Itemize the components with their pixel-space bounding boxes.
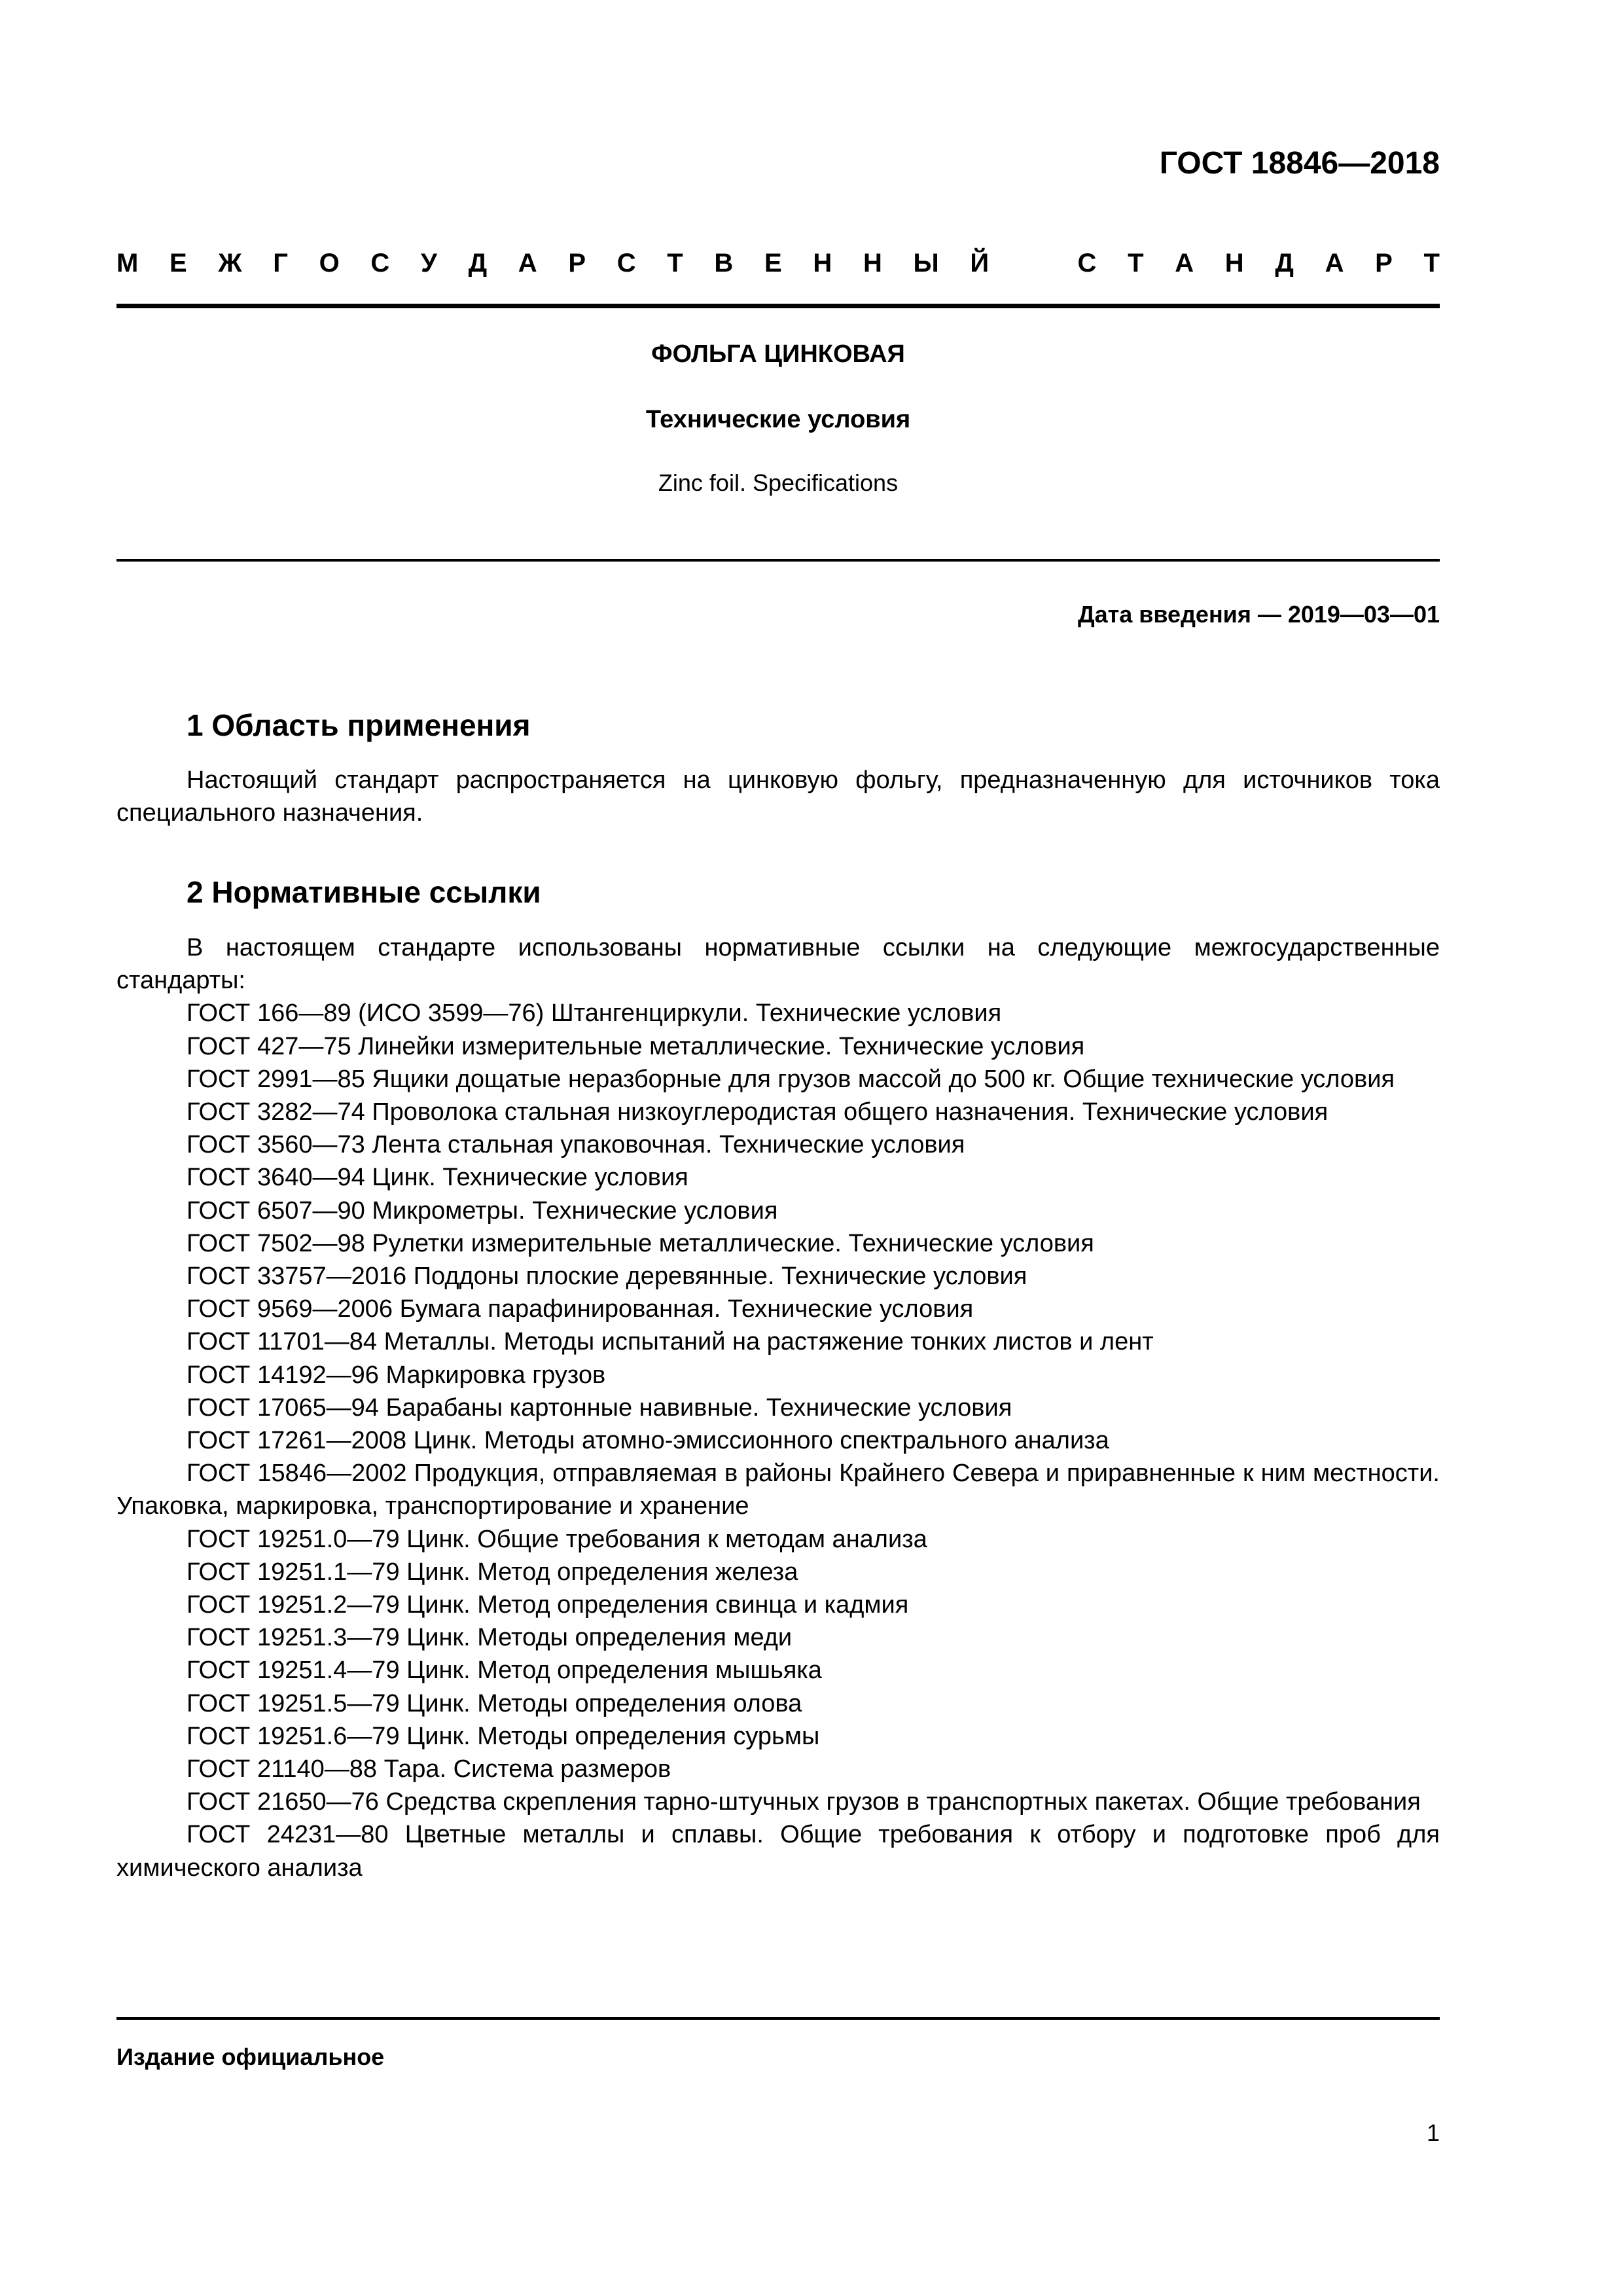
reference-code: ГОСТ 17261—2008 bbox=[187, 1427, 407, 1455]
reference-item bbox=[116, 1720, 1440, 1753]
document-subtitle: Технические условия bbox=[645, 406, 911, 433]
reference-item bbox=[116, 1753, 1440, 1785]
introduction-date: Дата введения — 2019—03—01 bbox=[1077, 601, 1440, 628]
banner-letter: Ы bbox=[913, 249, 939, 278]
banner-letter: У bbox=[421, 249, 437, 278]
reference-code: ГОСТ 15846—2002 bbox=[187, 1460, 407, 1488]
reference-code: ГОСТ 11701—84 bbox=[187, 1328, 378, 1356]
reference-code: ГОСТ 7502—98 bbox=[187, 1229, 365, 1257]
banner-letter: С bbox=[1077, 249, 1097, 278]
reference-item bbox=[116, 1457, 1440, 1522]
reference-code: ГОСТ 9569—2006 bbox=[187, 1295, 393, 1323]
reference-title: Цинк. Методы атомно-эмиссионного спектрального анализа bbox=[413, 1427, 1109, 1455]
reference-item bbox=[116, 1523, 1440, 1556]
section-1-paragraph: Настоящий стандарт распространяется на цинковую фольгу, предназначенную для источников тока специального назначения. bbox=[116, 766, 1440, 827]
banner-letter: М bbox=[116, 249, 139, 278]
section-2-body bbox=[116, 931, 1440, 1884]
reference-item bbox=[116, 1391, 1440, 1424]
footer-rule bbox=[116, 2017, 1440, 2020]
title-rule bbox=[116, 559, 1440, 562]
reference-item bbox=[116, 1556, 1440, 1588]
banner-letter: Т bbox=[667, 249, 683, 278]
reference-title: Цинк. Технические условия bbox=[372, 1164, 688, 1192]
banner-letter: Р bbox=[1375, 249, 1393, 278]
reference-title: Тара. Система размеров bbox=[383, 1755, 671, 1784]
reference-item bbox=[116, 1063, 1440, 1096]
reference-item bbox=[116, 1359, 1440, 1391]
reference-item bbox=[116, 1260, 1440, 1293]
banner-letter: Р bbox=[568, 249, 586, 278]
reference-code: ГОСТ 166—89 (ИСО 3599—76) bbox=[187, 999, 544, 1028]
reference-item bbox=[116, 1588, 1440, 1621]
reference-code: ГОСТ 3560—73 bbox=[187, 1131, 365, 1159]
reference-item bbox=[116, 1161, 1440, 1194]
banner-letter: С bbox=[370, 249, 390, 278]
banner-letter: Й bbox=[970, 249, 990, 278]
reference-code: ГОСТ 17065—94 bbox=[187, 1393, 379, 1422]
reference-item bbox=[116, 1293, 1440, 1325]
banner-letter: В bbox=[714, 249, 734, 278]
reference-title: Линейки измерительные металлические. Технические условия bbox=[358, 1032, 1085, 1060]
reference-code: ГОСТ 21140—88 bbox=[187, 1755, 378, 1784]
reference-title: Микрометры. Технические условия bbox=[372, 1196, 778, 1225]
reference-title: Цинк. Метод определения свинца и кадмия bbox=[406, 1591, 909, 1619]
banner-letter: Т bbox=[1128, 249, 1144, 278]
reference-item bbox=[116, 1325, 1440, 1358]
official-edition-label: Издание официальное bbox=[116, 2043, 385, 2070]
reference-item bbox=[116, 1424, 1440, 1457]
reference-code: ГОСТ 3640—94 bbox=[187, 1164, 365, 1192]
document-title-english: Zinc foil. Specifications bbox=[658, 469, 899, 496]
banner-letter: С bbox=[616, 249, 636, 278]
section-2-heading: 2 Нормативные ссылки bbox=[187, 875, 541, 909]
document-title: ФОЛЬГА ЦИНКОВАЯ bbox=[651, 340, 905, 368]
reference-code: ГОСТ 427—75 bbox=[187, 1032, 351, 1060]
banner-letter: А bbox=[1175, 249, 1194, 278]
banner-letter: Е bbox=[764, 249, 782, 278]
banner-letter: Н bbox=[813, 249, 832, 278]
reference-code: ГОСТ 6507—90 bbox=[187, 1196, 365, 1225]
reference-item bbox=[116, 1194, 1440, 1227]
reference-title: Бумага парафинированная. Технические условия bbox=[399, 1295, 974, 1323]
reference-item bbox=[116, 1621, 1440, 1654]
banner-letter: Т bbox=[1423, 249, 1440, 278]
section-1-heading: 1 Область применения bbox=[187, 708, 531, 742]
reference-code: ГОСТ 19251.5—79 bbox=[187, 1689, 400, 1717]
document-code: ГОСТ 18846—2018 bbox=[1159, 146, 1440, 181]
reference-item bbox=[116, 1654, 1440, 1687]
reference-code: ГОСТ 24231—80 bbox=[187, 1821, 389, 1849]
reference-item bbox=[116, 1785, 1440, 1818]
reference-title: Ящики дощатые неразборные для грузов массой до 500 кг. Общие технические условия bbox=[372, 1065, 1395, 1093]
reference-title: Штангенциркули. Технические условия bbox=[550, 999, 1002, 1028]
reference-title: Металлы. Методы испытаний на растяжение тонких листов и лент bbox=[383, 1328, 1154, 1356]
banner-letter: Г bbox=[273, 249, 288, 278]
banner-letter: Д bbox=[468, 249, 488, 278]
normative-references-list bbox=[116, 997, 1440, 1884]
reference-code: ГОСТ 19251.6—79 bbox=[187, 1722, 400, 1750]
reference-item bbox=[116, 1687, 1440, 1720]
reference-code: ГОСТ 14192—96 bbox=[187, 1361, 379, 1389]
header-rule bbox=[116, 304, 1440, 308]
banner-letter: Ж bbox=[218, 249, 242, 278]
reference-title: Цинк. Методы определения сурьмы bbox=[406, 1722, 820, 1750]
reference-title: Маркировка грузов bbox=[385, 1361, 606, 1389]
reference-item bbox=[116, 1818, 1440, 1884]
banner-letter: А bbox=[518, 249, 537, 278]
reference-title: Цветные металлы и сплавы. Общие требования к отбору и подготовке проб для химического анализа bbox=[116, 1821, 1440, 1882]
reference-title: Цинк. Метод определения железа bbox=[406, 1558, 798, 1586]
reference-title: Проволока стальная низкоуглеродистая общего назначения. Технические условия bbox=[372, 1098, 1329, 1126]
reference-code: ГОСТ 21650—76 bbox=[187, 1788, 379, 1816]
reference-title: Рулетки измерительные металлические. Технические условия bbox=[372, 1229, 1094, 1257]
banner-word-gap bbox=[1020, 249, 1046, 278]
reference-title: Средства скрепления тарно-штучных грузов в транспортных пакетах. Общие требования bbox=[385, 1788, 1421, 1816]
reference-code: ГОСТ 3282—74 bbox=[187, 1098, 365, 1126]
reference-code: ГОСТ 33757—2016 bbox=[187, 1263, 407, 1291]
banner-letter: О bbox=[319, 249, 340, 278]
reference-title: Цинк. Методы определения олова bbox=[406, 1689, 802, 1717]
section-1-body bbox=[116, 764, 1440, 829]
interstate-standard-banner bbox=[116, 249, 1440, 278]
page-number: 1 bbox=[1426, 2119, 1440, 2146]
reference-code: ГОСТ 19251.0—79 bbox=[187, 1525, 400, 1553]
section-2-intro: В настоящем стандарте использованы нормативные ссылки на следующие межгосударственные стандарты: bbox=[116, 934, 1440, 995]
banner-letter: Н bbox=[863, 249, 882, 278]
reference-title: Цинк. Метод определения мышьяка bbox=[406, 1657, 822, 1685]
reference-title: Цинк. Общие требования к методам анализа bbox=[406, 1525, 927, 1553]
reference-item bbox=[116, 1030, 1440, 1063]
reference-code: ГОСТ 19251.1—79 bbox=[187, 1558, 400, 1586]
reference-item bbox=[116, 1096, 1440, 1128]
reference-code: ГОСТ 19251.3—79 bbox=[187, 1624, 400, 1652]
reference-title: Продукция, отправляемая в районы Крайнего Севера и приравненные к ним местности. Упаковка, маркировка, транспортирование и хранение bbox=[116, 1460, 1440, 1520]
banner-letter: А bbox=[1325, 249, 1344, 278]
reference-item bbox=[116, 1227, 1440, 1260]
reference-code: ГОСТ 19251.4—79 bbox=[187, 1657, 400, 1685]
banner-letter: Е bbox=[169, 249, 187, 278]
reference-title: Барабаны картонные навивные. Технические условия bbox=[385, 1393, 1012, 1422]
reference-title: Поддоны плоские деревянные. Технические условия bbox=[413, 1263, 1027, 1291]
reference-item bbox=[116, 1128, 1440, 1161]
reference-item bbox=[116, 997, 1440, 1030]
reference-code: ГОСТ 2991—85 bbox=[187, 1065, 365, 1093]
reference-code: ГОСТ 19251.2—79 bbox=[187, 1591, 400, 1619]
banner-letter: Н bbox=[1224, 249, 1244, 278]
reference-title: Цинк. Методы определения меди bbox=[406, 1624, 793, 1652]
reference-title: Лента стальная упаковочная. Технические условия bbox=[372, 1131, 965, 1159]
banner-letter: Д bbox=[1275, 249, 1294, 278]
